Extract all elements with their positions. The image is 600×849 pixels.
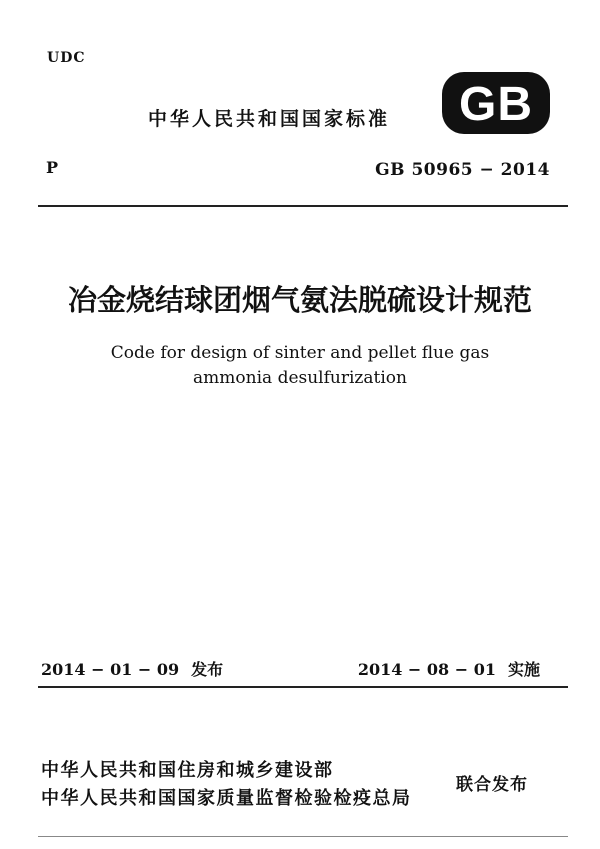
implementation-date-value: 2014 − 08 − 01 [357, 660, 496, 679]
title-english-line2: ammonia desulfurization [193, 368, 407, 388]
implementation-date [358, 657, 540, 680]
header-divider [38, 205, 568, 207]
udc-label: UDC [47, 50, 86, 66]
standard-number: GB 50965 − 2014 [375, 160, 550, 180]
title-chinese: 冶金烧结球团烟气氨法脱硫设计规范 [67, 283, 532, 317]
classification-code: P [46, 158, 59, 177]
publisher-ministry-housing: 中华人民共和国住房和城乡建设部 [41, 760, 334, 781]
implementation-date-label: 实施 [507, 660, 540, 679]
issue-date-value: 2014 − 01 − 09 [41, 660, 180, 679]
issue-date-label: 发布 [191, 660, 224, 679]
title-english-line1: Code for design of sinter and pellet flue gas [110, 343, 490, 363]
gb-standard-logo-icon [440, 70, 552, 136]
joint-publication-label: 联合发布 [456, 775, 528, 795]
standard-type-heading: 中华人民共和国国家标准 [148, 108, 391, 130]
footer-divider [38, 836, 568, 837]
publisher-aqsiq: 中华人民共和国国家质量监督检验检疫总局 [41, 788, 412, 809]
dates-divider [38, 686, 568, 688]
issue-date [41, 657, 223, 680]
gb-logo-text: GB [459, 78, 533, 131]
